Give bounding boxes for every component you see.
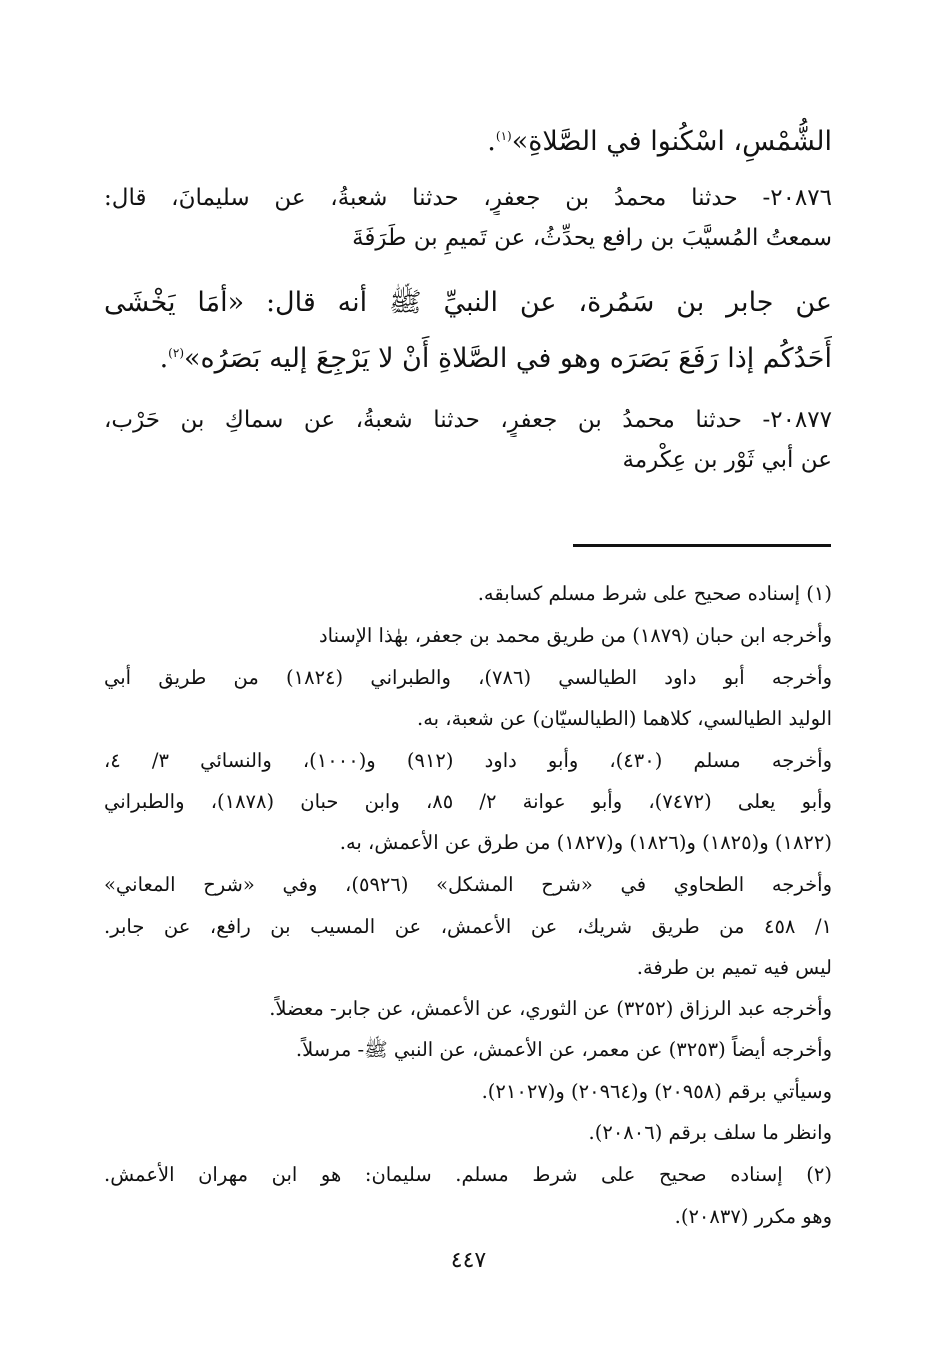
hadith-20876-isnad-line-2: سمعتُ المُسيَّبَ بن رافع يحدِّثُ، عن تَميمِ بن طَرَفَةَ: [352, 225, 832, 251]
footnote-line: وأخرجه عبد الرزاق (٣٢٥٢) عن الثوري، عن الأعمش، عن جابر- معضلاً.: [269, 997, 832, 1020]
footnote-line: ١/ ٤٥٨ من طريق شريك، عن الأعمش، عن المسيب بن رافع، عن جابر.: [104, 915, 832, 938]
footnote-line: وأخرجه مسلم (٤٣٠)، وأبو داود (٩١٢) و(١٠٠٠)، والنسائي ٣/ ٤،: [104, 749, 832, 772]
punctuation: .: [487, 126, 496, 157]
footnote-line: وأخرجه أيضاً (٣٢٥٣) عن معمر، عن الأعمش، عن النبي ﷺ- مرسلاً.: [295, 1038, 832, 1061]
footnote-line: وهو مكرر (٢٠٨٣٧).: [674, 1205, 832, 1228]
hadith-20876-isnad-line-1: ٢٠٨٧٦- حدثنا محمدُ بن جعفرٍ، حدثنا شعبةُ، عن سليمانَ، قال:: [104, 185, 832, 211]
page-number: ٤٤٧: [450, 1248, 487, 1273]
footnote-line: وانظر ما سلف برقم (٢٠٨٠٦).: [588, 1121, 832, 1144]
footnote-line: وأبو يعلى (٧٤٧٢)، وأبو عوانة ٢/ ٨٥، وابن حبان (١٨٧٨)، والطبراني: [104, 790, 832, 813]
punctuation: .: [159, 343, 169, 374]
hadith-20876-matn-line-2: أَحَدُكُم إذا رَفَعَ بَصَرَه وهو في الصَّلاةِ أَنْ لا يَرْجِعَ إليه بَصَرُه»: [184, 343, 832, 374]
main-text-line: [104, 333, 832, 379]
footnote-reference: (٢): [168, 346, 184, 360]
footnote-line: ليس فيه تميم بن طرفة.: [636, 956, 832, 979]
footnote-line: (١) إسناده صحيح على شرط مسلم كسابقه.: [477, 582, 832, 605]
footnote-reference: (١): [495, 129, 512, 143]
footnote-line: (٢) إسناده صحيح على شرط مسلم. سليمان: هو ابن مهران الأعمش.: [104, 1163, 832, 1186]
hadith-20877-isnad-line-2: عن أبي ثَوْر بن عِكْرمة: [622, 447, 832, 473]
footnote-line: وأخرجه الطحاوي في «شرح المشكل» (٥٩٢٦)، وفي «شرح المعاني»: [104, 873, 832, 896]
main-text-line: [104, 116, 832, 162]
hadith-20876-matn-line-1: عن جابر بن سَمُرة، عن النبيِّ ﷺ أنه قال: «أَمَا يَخْشَى: [104, 287, 832, 318]
footnote-separator: [573, 544, 831, 547]
footnote-line: الوليد الطيالسي، كلاهما (الطيالسيّان) عن شعبة، به.: [417, 707, 832, 730]
footnote-line: وسيأتي برقم (٢٠٩٥٨) و(٢٠٩٦٤) و(٢١٠٢٧).: [481, 1080, 832, 1103]
footnote-line: وأخرجه أبو داود الطيالسي (٧٨٦)، والطبراني (١٨٢٤) من طريق أبي: [104, 666, 832, 689]
footnote-line: وأخرجه ابن حبان (١٨٧٩) من طريق محمد بن جعفر، بهٰذا الإسناد: [318, 624, 832, 647]
hadith-text: الشُّمْسِ، اسْكُنوا في الصَّلاةِ»: [511, 126, 832, 157]
footnote-line: (١٨٢٢) و(١٨٢٥) و(١٨٢٦) و(١٨٢٧) من طرق عن الأعمش، به.: [339, 831, 832, 854]
hadith-20877-isnad-line-1: ٢٠٨٧٧- حدثنا محمدُ بن جعفرٍ، حدثنا شعبةُ، عن سماكِ بن حَرْب،: [104, 407, 832, 433]
